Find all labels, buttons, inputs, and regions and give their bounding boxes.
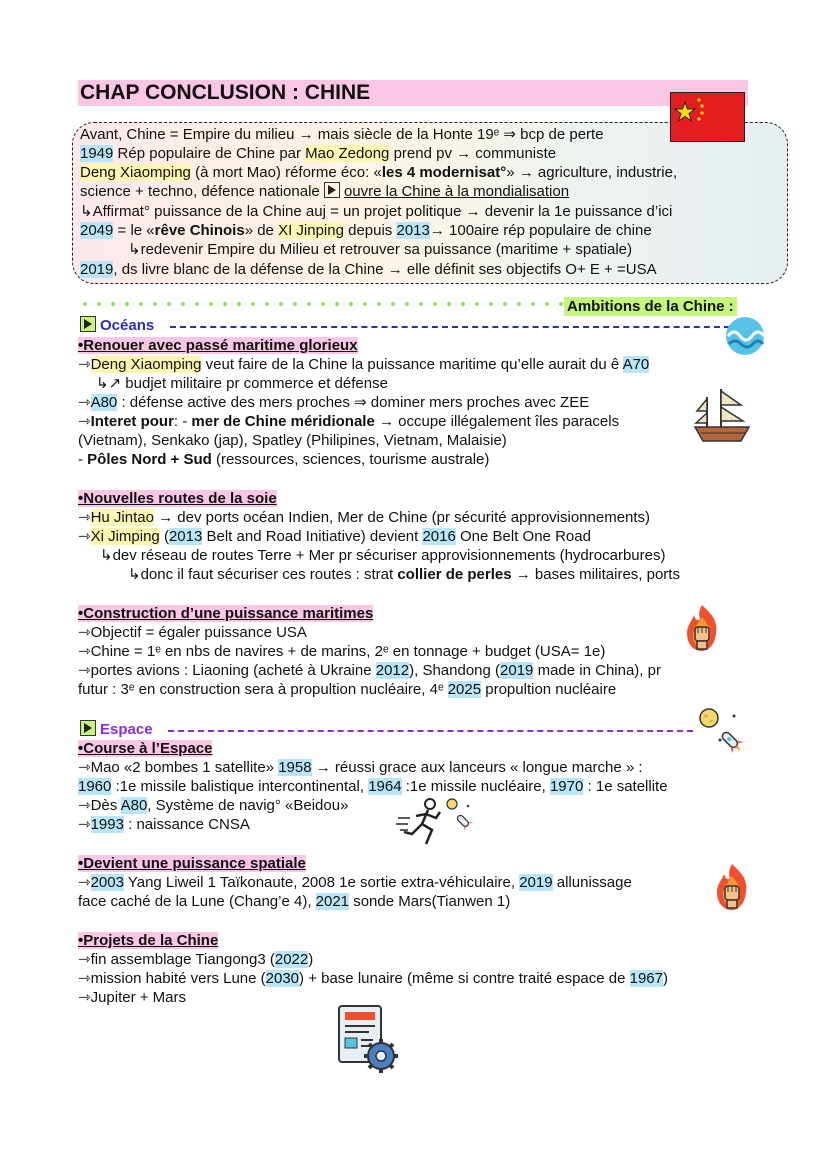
section-puissance-maritime: •Construction d’une puissance maritimes ⇾Objectif = égaler puissance USA ⇾Chine = 1ᵉ en nbs de navires + de marins, 2ᵉ en tonnage + budget (USA= 1e) ⇾portes avions : Liaoning (acheté à Ukraine 2012), Shandong (2019 made in China), pr futur : 3ᵉ en construction sera à propultion nucléaire, 4ᵉ 2025 propultion nucléaire [78, 605, 661, 698]
arrow-icon [80, 720, 96, 736]
intro-line-7: ↳redevenir Empire du Milieu et retrouver sa puissance (maritime + spatiale) [128, 241, 633, 258]
fist-fire-icon [684, 603, 720, 653]
ambitions-heading: Ambitions de la Chine : [564, 297, 737, 316]
espace-divider [168, 730, 693, 732]
runner-satellite-icon [396, 796, 476, 848]
china-flag-icon [670, 92, 745, 142]
document-gear-icon [335, 1004, 399, 1074]
dotted-separator [78, 302, 566, 306]
intro-box [72, 122, 788, 284]
arrow-icon [80, 316, 96, 332]
oceans-divider [170, 326, 730, 328]
section-routes-soie: •Nouvelles routes de la soie ⇾Hu Jintao → dev ports océan Indien, Mer de Chine (pr sécurité approvisionnements) ⇾Xi Jimping (2013 Belt and Road Initiative) devient 2016 One Belt One Road ↳dev réseau de routes Terre + Mer pr sécuriser approvisionnements (hydrocarbures) ↳donc il faut sécuriser ces routes : strat collier de perles → bases militaires, ports [78, 490, 680, 583]
intro-line-3: Deng Xiaomping (à mort Mao) réforme éco: «les 4 modernisat°» → agriculture, industrie, [80, 164, 678, 181]
section-heading: •Renouer avec passé maritime glorieux [78, 337, 358, 354]
arrow-icon [324, 182, 340, 198]
intro-line-1: Avant, Chine = Empire du milieu → mais siècle de la Honte 19ᵉ ⇒ bcp de perte [80, 126, 604, 143]
page-title: CHAP CONCLUSION : CHINE [78, 80, 748, 106]
espace-heading: Espace [80, 720, 153, 739]
intro-line-8: 2019, ds livre blanc de la défense de la Chine → elle définit ses objectifs O+ E + =USA [80, 261, 657, 278]
oceans-heading: Océans [80, 316, 154, 335]
section-heading: •Course à l’Espace [78, 740, 213, 757]
section-heading: •Construction d’une puissance maritimes [78, 605, 374, 622]
section-maritime-glorieux: •Renouer avec passé maritime glorieux ⇾Deng Xiaomping veut faire de la Chine la puissance maritime qu’elle aurait du ê A70 ↳↗ budjet militaire pr commerce et défense ⇾A80 : défense active des mers proches ⇒ dominer mers proches avec ZEE ⇾Interet pour: - mer de Chine méridionale → occupe illégalement îles paracels (Vietnam), Senkako (jap), Spatley (Philipines, Vietnam, Malaisie) - Pôles Nord + Sud (ressources, sciences, tourisme australe) [78, 337, 650, 468]
intro-line-4: science + techno, défence nationale ouvre la Chine à la mondialisation [80, 183, 570, 200]
intro-line-2: 1949 Rép populaire de Chine par Mao Zedong prend pv → communiste [80, 145, 557, 162]
ship-icon [693, 385, 751, 445]
section-puissance-spatiale: •Devient une puissance spatiale ⇾2003 Yang Liweil 1 Taïkonaute, 2008 1e sortie extra-véhiculaire, 2019 allunissage face caché de la Lune (Chang’e 4), 2021 sonde Mars(Tianwen 1) [78, 855, 632, 910]
fist-fire-icon [714, 862, 750, 912]
intro-line-5: ↳Affirmat° puissance de la Chine auj = un projet politique → devenir la 1e puissance d’ici [80, 203, 673, 220]
section-heading: •Nouvelles routes de la soie [78, 490, 277, 507]
section-course-espace: •Course à l’Espace ⇾Mao «2 bombes 1 satellite» 1958 → réussi grace aux lanceurs « longue marche » : 1960 :1e missile balistique intercontinental, 1964 :1e missile nucléaire, 1970 : 1e satellite ⇾Dès A80, Système de navig° «Beidou» ⇾1993 : naissance CNSA [78, 740, 668, 833]
section-heading: •Projets de la Chine [78, 932, 219, 949]
intro-line-6: 2049 = le «rêve Chinois» de XI Jinping depuis 2013→ 100aire rép populaire de chine [80, 222, 652, 239]
section-projets: •Projets de la Chine ⇾fin assemblage Tiangong3 (2022) ⇾mission habité vers Lune (2030) + base lunaire (même si contre traité espace de 1967) ⇾Jupiter + Mars [78, 932, 668, 1006]
section-heading: •Devient une puissance spatiale [78, 855, 306, 872]
